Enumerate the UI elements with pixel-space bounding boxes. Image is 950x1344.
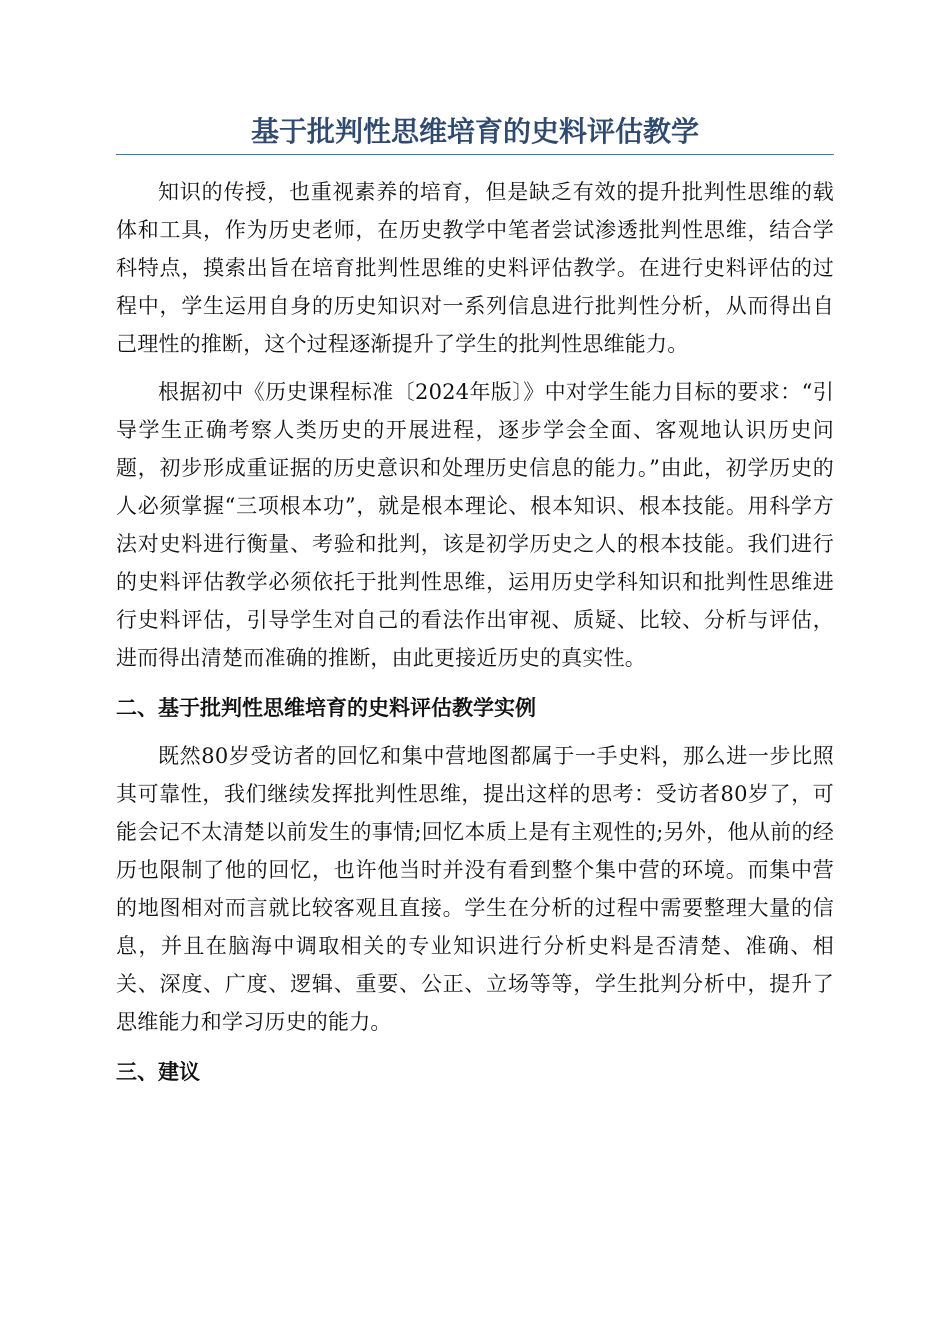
paragraph-intro: 知识的传授，也重视素养的培育，但是缺乏有效的提升批判性思维的载体和工具，作为历史老师，在历史教学中笔者尝试渗透批判性思维，结合学科特点，摸索出旨在培育批判性思维的史料评估教学。在进行史料评估的过程中，学生运用自身的历史知识对一系列信息进行批判性分析，从而得出自己理性的推断，这个过程逐渐提升了学生的批判性思维能力。 <box>116 180 834 356</box>
document-page <box>116 112 834 1101</box>
paragraph-curriculum-standard: 根据初中《历史课程标准〔2024年版〕》中对学生能力目标的要求：“引导学生正确考察人类历史的开展进程，逐步学会全面、客观地认识历史问题，初步形成重证据的历史意识和处理历史信息的能力。”由此，初学历史的人必须掌握“三项根本功”，就是根本理论、根本知识、根本技能。用科学方法对史料进行衡量、考验和批判，该是初学历史之人的根本技能。我们进行的史料评估教学必须依托于批判性思维，运用历史学科知识和批判性思维进行史料评估，引导学生对自己的看法作出审视、质疑、比较、分析与评估，进而得出清楚而准确的推断，由此更接近历史的真实性。 <box>116 380 834 670</box>
paragraph-example: 既然80岁受访者的回忆和集中营地图都属于一手史料，那么进一步比照其可靠性，我们继续发挥批判性思维，提出这样的思考：受访者80岁了，可能会记不太清楚以前发生的事情;回忆本质上是有主观性的;另外，他从前的经历也限制了他的回忆，也许他当时并没有看到整个集中营的环境。而集中营的地图相对而言就比较客观且直接。学生在分析的过程中需要整理大量的信息，并且在脑海中调取相关的专业知识进行分析史料是否清楚、准确、相关、深度、广度、逻辑、重要、公正、立场等等，学生批判分析中，提升了思维能力和学习历史的能力。 <box>116 744 834 1034</box>
title-underline <box>116 154 834 155</box>
section-heading-2: 二、基于批判性思维培育的史料评估教学实例 <box>116 696 536 720</box>
document-title: 基于批判性思维培育的史料评估教学 <box>250 115 699 148</box>
section-heading-3: 三、建议 <box>116 1060 200 1084</box>
